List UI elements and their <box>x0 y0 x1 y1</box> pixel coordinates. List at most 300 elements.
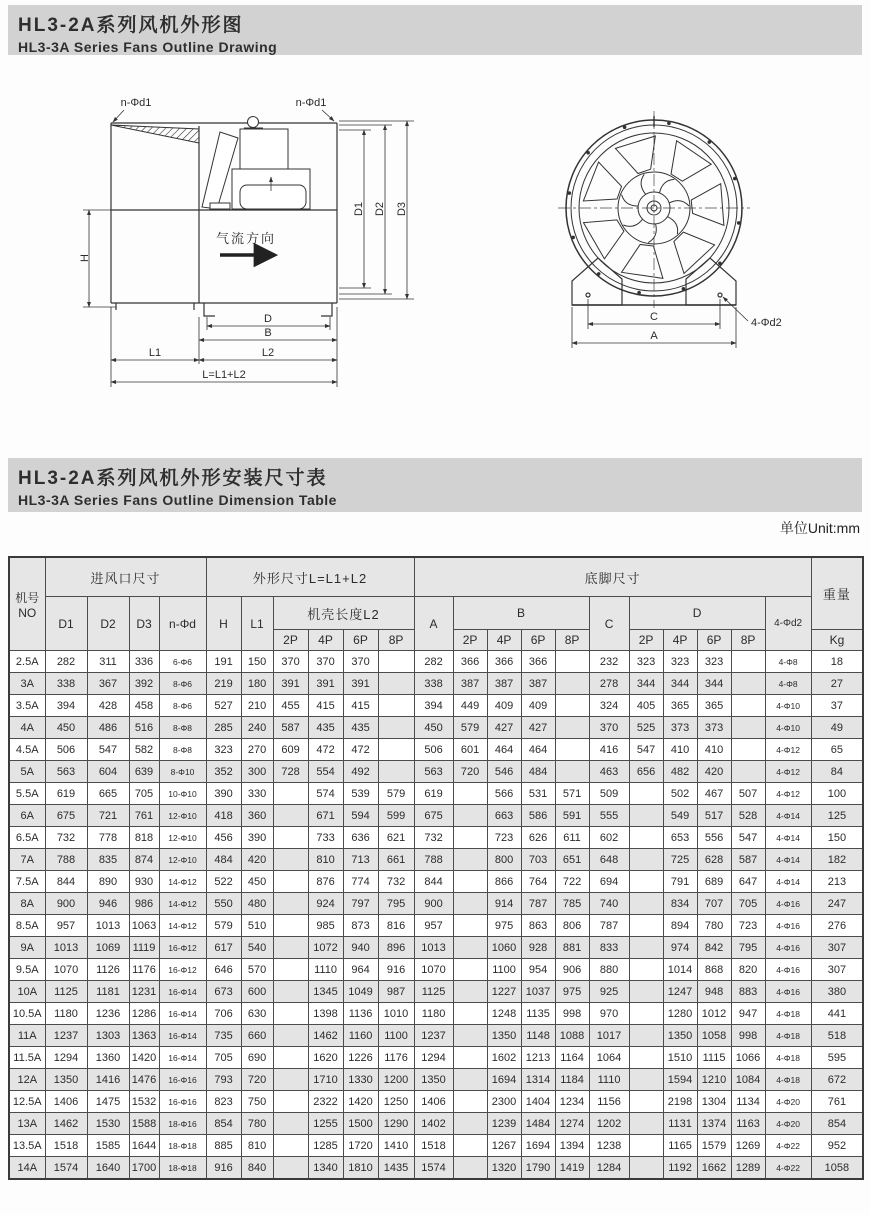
cell-b-3: 1164 <box>555 1047 589 1069</box>
fan-no: 12A <box>9 1069 45 1091</box>
cell-l2-0 <box>273 805 308 827</box>
cell-b-1: 546 <box>487 761 521 783</box>
cell-kg: 595 <box>811 1047 863 1069</box>
cell-d3: 336 <box>129 651 159 673</box>
fan-no: 8.5A <box>9 915 45 937</box>
cell-d-1: 653 <box>663 827 697 849</box>
cell-b-1: 1602 <box>487 1047 521 1069</box>
header-b-6p: 6P <box>521 630 555 651</box>
cell-n_phi_d: 14-Φ12 <box>159 915 206 937</box>
table-row-2.5A <box>9 651 863 673</box>
cell-a: 450 <box>414 717 453 739</box>
cell-l2-0 <box>273 849 308 871</box>
cell-l2-2: 391 <box>343 673 378 695</box>
cell-d1: 563 <box>45 761 87 783</box>
cell-b-0 <box>453 1025 487 1047</box>
cell-l2-0 <box>273 1025 308 1047</box>
cell-d-1: 502 <box>663 783 697 805</box>
cell-b-3: 975 <box>555 981 589 1003</box>
cell-l1: 720 <box>241 1069 273 1091</box>
cell-b-0 <box>453 871 487 893</box>
motor-assembly <box>202 117 310 210</box>
fan-no: 4.5A <box>9 739 45 761</box>
cell-d-1: 974 <box>663 937 697 959</box>
cell-l2-0 <box>273 1135 308 1157</box>
cell-l2-3: 1435 <box>378 1157 414 1180</box>
cell-l2-0 <box>273 1091 308 1113</box>
cell-l2-3: 987 <box>378 981 414 1003</box>
cell-l2-3 <box>378 739 414 761</box>
cell-d1: 788 <box>45 849 87 871</box>
cell-b-2: 764 <box>521 871 555 893</box>
cell-kg: 65 <box>811 739 863 761</box>
header-l1: L1 <box>241 597 273 651</box>
cell-l2-1: 574 <box>308 783 343 805</box>
cell-phi_d2: 4-Φ18 <box>765 1047 811 1069</box>
header-b-2p: 2P <box>453 630 487 651</box>
cell-b-0 <box>453 805 487 827</box>
cell-b-0 <box>453 1047 487 1069</box>
header-d1: D1 <box>45 597 87 651</box>
cell-l2-2: 940 <box>343 937 378 959</box>
cell-l1: 600 <box>241 981 273 1003</box>
cell-l2-1: 733 <box>308 827 343 849</box>
cell-phi_d2: 4-Φ18 <box>765 1003 811 1025</box>
cell-d3: 1286 <box>129 1003 159 1025</box>
cell-n_phi_d: 10-Φ10 <box>159 783 206 805</box>
cell-d-1: 1014 <box>663 959 697 981</box>
cell-l2-0 <box>273 1113 308 1135</box>
cell-l2-3 <box>378 695 414 717</box>
table-row-11.5A <box>9 1047 863 1069</box>
cell-phi_d2: 4-Φ14 <box>765 871 811 893</box>
fan-no: 8A <box>9 893 45 915</box>
cell-l1: 780 <box>241 1113 273 1135</box>
cell-h: 550 <box>206 893 241 915</box>
cell-d-0 <box>629 805 663 827</box>
cell-d3: 392 <box>129 673 159 695</box>
cell-h: 916 <box>206 1157 241 1180</box>
cell-l2-1: 985 <box>308 915 343 937</box>
table-row-5A <box>9 761 863 783</box>
n-phi-d1-label-left: n-Φd1 <box>120 97 152 109</box>
header-foot-group: 底脚尺寸 <box>414 557 811 597</box>
cell-c: 787 <box>589 915 629 937</box>
cell-d-3: 1269 <box>731 1135 765 1157</box>
cell-d-3: 883 <box>731 981 765 1003</box>
cell-d-2: 1210 <box>697 1069 731 1091</box>
cell-c: 1202 <box>589 1113 629 1135</box>
cell-l2-0: 455 <box>273 695 308 717</box>
cell-l2-1: 435 <box>308 717 343 739</box>
cell-l1: 810 <box>241 1135 273 1157</box>
cell-d-2: 1579 <box>697 1135 731 1157</box>
cell-d3: 930 <box>129 871 159 893</box>
cell-l1: 750 <box>241 1091 273 1113</box>
cell-d3: 705 <box>129 783 159 805</box>
cell-l2-0 <box>273 1047 308 1069</box>
table-row-13A <box>9 1113 863 1135</box>
cell-b-0 <box>453 1113 487 1135</box>
cell-kg: 182 <box>811 849 863 871</box>
cell-d3: 1063 <box>129 915 159 937</box>
cell-d-0 <box>629 1025 663 1047</box>
cell-l2-2: 774 <box>343 871 378 893</box>
cell-l2-1: 1072 <box>308 937 343 959</box>
cell-b-3 <box>555 695 589 717</box>
cell-h: 191 <box>206 651 241 673</box>
cell-c: 740 <box>589 893 629 915</box>
cell-d3: 1176 <box>129 959 159 981</box>
cell-d-0 <box>629 937 663 959</box>
cell-b-2: 484 <box>521 761 555 783</box>
cell-n_phi_d: 14-Φ12 <box>159 893 206 915</box>
cell-d3: 1420 <box>129 1047 159 1069</box>
cell-b-1: 1239 <box>487 1113 521 1135</box>
cell-c: 880 <box>589 959 629 981</box>
cell-kg: 380 <box>811 981 863 1003</box>
cell-b-2: 1404 <box>521 1091 555 1113</box>
cell-b-1: 975 <box>487 915 521 937</box>
header-inlet-group: 进风口尺寸 <box>45 557 206 597</box>
cell-d-1: 2198 <box>663 1091 697 1113</box>
cell-b-3 <box>555 761 589 783</box>
cell-d2: 890 <box>87 871 129 893</box>
cell-d3: 1119 <box>129 937 159 959</box>
header-b: B <box>453 597 589 630</box>
n-phi-d1-label-right: n-Φd1 <box>295 97 327 109</box>
cell-b-2: 464 <box>521 739 555 761</box>
fan-no: 12.5A <box>9 1091 45 1113</box>
cell-l1: 180 <box>241 673 273 695</box>
cell-d1: 619 <box>45 783 87 805</box>
cell-d-2: 948 <box>697 981 731 1003</box>
table-row-6A <box>9 805 863 827</box>
cell-b-1: 566 <box>487 783 521 805</box>
cell-l2-3: 1410 <box>378 1135 414 1157</box>
airflow-direction-label: 气流方向 <box>215 231 277 246</box>
cell-l2-1: 2322 <box>308 1091 343 1113</box>
cell-d2: 1360 <box>87 1047 129 1069</box>
cell-phi_d2: 4-Φ14 <box>765 805 811 827</box>
cell-c: 232 <box>589 651 629 673</box>
cell-b-1: 800 <box>487 849 521 871</box>
cell-d-2: 556 <box>697 827 731 849</box>
cell-l2-3: 1100 <box>378 1025 414 1047</box>
cell-l2-1: 1620 <box>308 1047 343 1069</box>
cell-d2: 428 <box>87 695 129 717</box>
cell-d1: 675 <box>45 805 87 827</box>
cell-n_phi_d: 18-Φ18 <box>159 1157 206 1180</box>
cell-l2-3: 579 <box>378 783 414 805</box>
cell-l2-1: 924 <box>308 893 343 915</box>
cell-b-1: 1100 <box>487 959 521 981</box>
cell-d-3: 723 <box>731 915 765 937</box>
cell-b-0: 449 <box>453 695 487 717</box>
cell-h: 285 <box>206 717 241 739</box>
dim-label-a: A <box>650 330 658 342</box>
cell-d1: 1406 <box>45 1091 87 1113</box>
cell-l2-0: 587 <box>273 717 308 739</box>
cell-l2-1: 1710 <box>308 1069 343 1091</box>
cell-d3: 582 <box>129 739 159 761</box>
cell-d3: 1363 <box>129 1025 159 1047</box>
cell-b-1: 387 <box>487 673 521 695</box>
header-b-4p: 4P <box>487 630 521 651</box>
cell-l2-2: 1720 <box>343 1135 378 1157</box>
cell-d-2: 1304 <box>697 1091 731 1113</box>
cell-a: 844 <box>414 871 453 893</box>
impeller <box>580 136 723 282</box>
cell-d2: 946 <box>87 893 129 915</box>
cell-c: 324 <box>589 695 629 717</box>
cell-a: 282 <box>414 651 453 673</box>
table-row-8.5A <box>9 915 863 937</box>
cell-b-0: 720 <box>453 761 487 783</box>
cell-b-1: 2300 <box>487 1091 521 1113</box>
cell-l2-1: 810 <box>308 849 343 871</box>
cell-d2: 1013 <box>87 915 129 937</box>
cell-d-1: 725 <box>663 849 697 871</box>
cell-d-2: 323 <box>697 651 731 673</box>
fan-no: 13.5A <box>9 1135 45 1157</box>
cell-b-3: 1184 <box>555 1069 589 1091</box>
cell-d-0 <box>629 981 663 1003</box>
cell-l2-1: 391 <box>308 673 343 695</box>
cell-d1: 282 <box>45 651 87 673</box>
cell-b-3: 722 <box>555 871 589 893</box>
cell-l2-3: 1290 <box>378 1113 414 1135</box>
cell-d-2: 1374 <box>697 1113 731 1135</box>
cell-l2-2: 1420 <box>343 1091 378 1113</box>
cell-c: 970 <box>589 1003 629 1025</box>
cell-d-0 <box>629 1003 663 1025</box>
cell-a: 1070 <box>414 959 453 981</box>
cell-kg: 125 <box>811 805 863 827</box>
cell-a: 506 <box>414 739 453 761</box>
cell-d-1: 344 <box>663 673 697 695</box>
cell-a: 563 <box>414 761 453 783</box>
cell-b-2: 586 <box>521 805 555 827</box>
cell-kg: 1058 <box>811 1157 863 1180</box>
cell-b-3: 998 <box>555 1003 589 1025</box>
cell-d1: 506 <box>45 739 87 761</box>
fan-no: 2.5A <box>9 651 45 673</box>
cell-b-1: 1060 <box>487 937 521 959</box>
cell-l2-1: 1462 <box>308 1025 343 1047</box>
cell-d3: 516 <box>129 717 159 739</box>
cell-b-0 <box>453 783 487 805</box>
cell-b-0: 387 <box>453 673 487 695</box>
cell-kg: 761 <box>811 1091 863 1113</box>
cell-n_phi_d: 16-Φ16 <box>159 1091 206 1113</box>
cell-l2-3: 661 <box>378 849 414 871</box>
table-row-7A <box>9 849 863 871</box>
cell-d3: 874 <box>129 849 159 871</box>
cell-n_phi_d: 18-Φ16 <box>159 1113 206 1135</box>
cell-h: 352 <box>206 761 241 783</box>
cell-phi_d2: 4-Φ14 <box>765 827 811 849</box>
cell-b-3: 1088 <box>555 1025 589 1047</box>
fan-no: 10A <box>9 981 45 1003</box>
cell-d2: 547 <box>87 739 129 761</box>
cell-b-3: 906 <box>555 959 589 981</box>
table-row-13.5A <box>9 1135 863 1157</box>
cell-d-3: 705 <box>731 893 765 915</box>
cell-d-1: 323 <box>663 651 697 673</box>
cell-b-0 <box>453 1157 487 1180</box>
cell-a: 675 <box>414 805 453 827</box>
header-4-phi-d2: 4-Φd2 <box>765 597 811 651</box>
dim-label-l1: L1 <box>148 347 162 359</box>
cell-l2-1: 1255 <box>308 1113 343 1135</box>
cell-l2-3: 795 <box>378 893 414 915</box>
cell-b-1: 914 <box>487 893 521 915</box>
cell-b-1: 866 <box>487 871 521 893</box>
cell-a: 1406 <box>414 1091 453 1113</box>
cell-d-1: 1594 <box>663 1069 697 1091</box>
cell-l2-3: 1176 <box>378 1047 414 1069</box>
table-row-14A <box>9 1157 863 1180</box>
cell-phi_d2: 4-Φ12 <box>765 761 811 783</box>
table-row-4A <box>9 717 863 739</box>
cell-l2-0: 391 <box>273 673 308 695</box>
cell-phi_d2: 4-Φ12 <box>765 739 811 761</box>
cell-l2-2: 873 <box>343 915 378 937</box>
cell-b-3 <box>555 739 589 761</box>
table-row-12A <box>9 1069 863 1091</box>
cell-b-0 <box>453 959 487 981</box>
cell-b-0 <box>453 849 487 871</box>
cell-d-3: 795 <box>731 937 765 959</box>
table-row-5.5A <box>9 783 863 805</box>
cell-d-1: 1350 <box>663 1025 697 1047</box>
cell-d-3 <box>731 673 765 695</box>
cell-b-1: 464 <box>487 739 521 761</box>
four-phi-d2-label: 4-Φd2 <box>751 317 782 329</box>
cell-phi_d2: 4-Φ8 <box>765 651 811 673</box>
cell-c: 463 <box>589 761 629 783</box>
cell-d1: 1237 <box>45 1025 87 1047</box>
cell-l2-3 <box>378 651 414 673</box>
cell-b-2: 1694 <box>521 1135 555 1157</box>
table-row-10A <box>9 981 863 1003</box>
cell-d-0: 344 <box>629 673 663 695</box>
cell-d-0 <box>629 1157 663 1180</box>
cell-phi_d2: 4-Φ16 <box>765 893 811 915</box>
table-row-12.5A <box>9 1091 863 1113</box>
cell-l1: 840 <box>241 1157 273 1180</box>
cell-d2: 1416 <box>87 1069 129 1091</box>
cell-l1: 660 <box>241 1025 273 1047</box>
cell-n_phi_d: 8-Φ8 <box>159 717 206 739</box>
cell-b-2: 954 <box>521 959 555 981</box>
cell-d-3: 1163 <box>731 1113 765 1135</box>
cell-l2-0 <box>273 1003 308 1025</box>
cell-kg: 18 <box>811 651 863 673</box>
cell-l1: 270 <box>241 739 273 761</box>
cell-l1: 480 <box>241 893 273 915</box>
cell-d-2: 467 <box>697 783 731 805</box>
fan-no: 14A <box>9 1157 45 1180</box>
cell-l1: 150 <box>241 651 273 673</box>
cell-b-2: 1135 <box>521 1003 555 1025</box>
cell-l2-0 <box>273 1157 308 1180</box>
cell-phi_d2: 4-Φ16 <box>765 959 811 981</box>
cell-h: 323 <box>206 739 241 761</box>
header-l2-4p: 4P <box>308 630 343 651</box>
cell-c: 509 <box>589 783 629 805</box>
cell-n_phi_d: 6-Φ6 <box>159 651 206 673</box>
cell-b-3: 1419 <box>555 1157 589 1180</box>
cell-d-2: 842 <box>697 937 731 959</box>
cell-d1: 1013 <box>45 937 87 959</box>
cell-l2-1: 1110 <box>308 959 343 981</box>
cell-l2-0 <box>273 959 308 981</box>
cell-d2: 367 <box>87 673 129 695</box>
cell-d-0 <box>629 827 663 849</box>
cell-l2-1: 1340 <box>308 1157 343 1180</box>
cell-d-2: 410 <box>697 739 731 761</box>
cell-n_phi_d: 16-Φ12 <box>159 937 206 959</box>
header-kg: Kg <box>811 630 863 651</box>
cell-l2-1: 671 <box>308 805 343 827</box>
cell-h: 219 <box>206 673 241 695</box>
cell-d-1: 791 <box>663 871 697 893</box>
cell-b-1: 723 <box>487 827 521 849</box>
cell-l2-2: 370 <box>343 651 378 673</box>
cell-b-2: 1037 <box>521 981 555 1003</box>
header-d-6p: 6P <box>697 630 731 651</box>
cell-l1: 630 <box>241 1003 273 1025</box>
cell-b-2: 366 <box>521 651 555 673</box>
cell-c: 1017 <box>589 1025 629 1047</box>
cell-c: 925 <box>589 981 629 1003</box>
cell-d3: 1700 <box>129 1157 159 1180</box>
cell-h: 522 <box>206 871 241 893</box>
header-d3: D3 <box>129 597 159 651</box>
cell-d-1: 549 <box>663 805 697 827</box>
cell-d-2: 780 <box>697 915 731 937</box>
cell-l2-1: 1345 <box>308 981 343 1003</box>
cell-d-2: 1058 <box>697 1025 731 1047</box>
cell-d2: 1475 <box>87 1091 129 1113</box>
cell-c: 648 <box>589 849 629 871</box>
cell-l1: 570 <box>241 959 273 981</box>
cell-c: 416 <box>589 739 629 761</box>
cell-d-2: 1115 <box>697 1047 731 1069</box>
cell-d-2: 365 <box>697 695 731 717</box>
cell-l1: 390 <box>241 827 273 849</box>
cell-n_phi_d: 16-Φ14 <box>159 1003 206 1025</box>
header-d-2p: 2P <box>629 630 663 651</box>
cell-b-1: 1350 <box>487 1025 521 1047</box>
cell-phi_d2: 4-Φ10 <box>765 717 811 739</box>
cell-phi_d2: 4-Φ18 <box>765 1069 811 1091</box>
cell-l2-3: 1250 <box>378 1091 414 1113</box>
cell-h: 854 <box>206 1113 241 1135</box>
fan-no: 11.5A <box>9 1047 45 1069</box>
cell-d-1: 410 <box>663 739 697 761</box>
cell-b-3: 1394 <box>555 1135 589 1157</box>
cell-b-0 <box>453 937 487 959</box>
cell-kg: 441 <box>811 1003 863 1025</box>
cell-n_phi_d: 12-Φ10 <box>159 827 206 849</box>
cell-h: 885 <box>206 1135 241 1157</box>
cell-kg: 84 <box>811 761 863 783</box>
cell-l2-2: 1160 <box>343 1025 378 1047</box>
header-h: H <box>206 597 241 651</box>
